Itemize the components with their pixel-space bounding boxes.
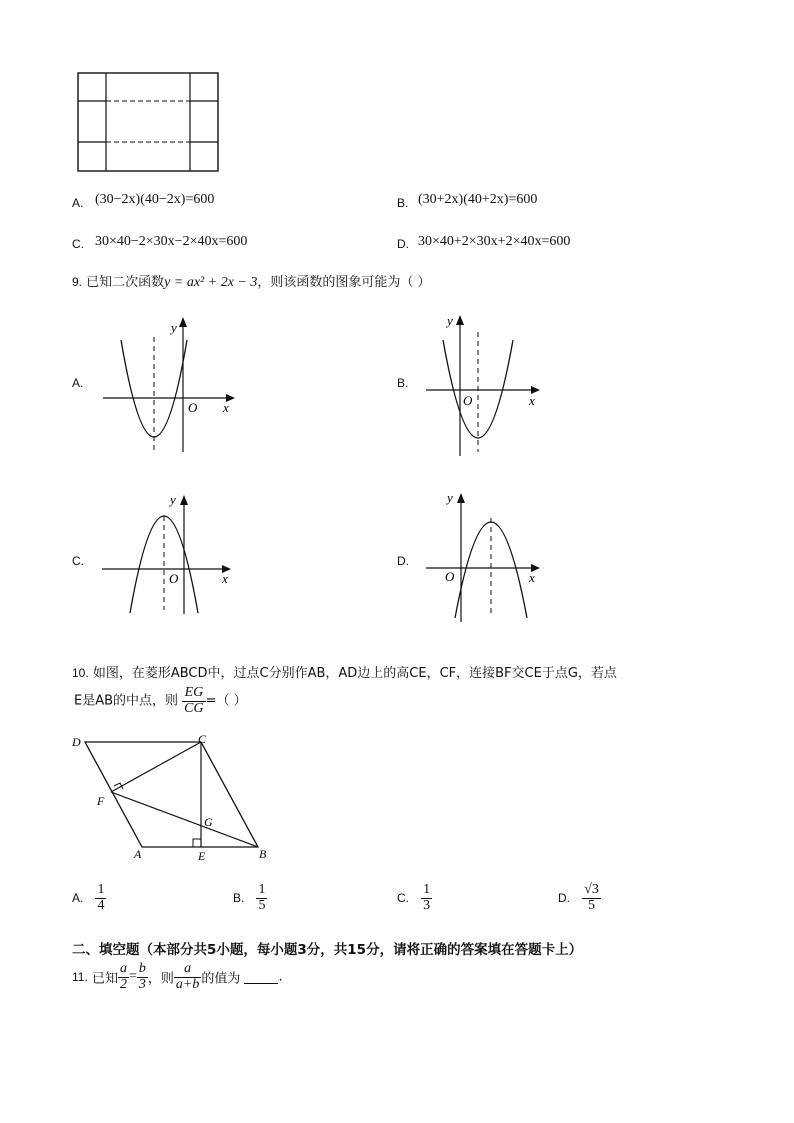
- q8-option-a-expr: (30−2x)(40−2x)=600: [95, 192, 215, 207]
- q10-option-b-fraction: [256, 883, 267, 913]
- q10-number: 10.: [72, 666, 89, 680]
- q10-line1-text: 如图，在菱形ABCD中，过点C分别作AB，AD边上的高CE，CF，连接BF交CE于点G，若点: [92, 666, 617, 681]
- q10-label-d: D: [72, 735, 81, 749]
- q9-graph-d-origin-label: O: [445, 569, 455, 584]
- q10-option-d-den: 5: [582, 898, 601, 914]
- q9-graph-a-x-label: x: [223, 400, 229, 415]
- q10-ratio-fraction: [182, 686, 205, 716]
- q10-option-a-fraction: [95, 883, 106, 913]
- q10-ratio-denominator: CG: [184, 700, 204, 716]
- q10-option-c-den: 3: [423, 897, 431, 913]
- q11-f1-num: a: [119, 961, 127, 976]
- q11-fraction-a-over-a-plus-b: [174, 962, 201, 992]
- q9-graph-c-y-label: y: [170, 492, 176, 507]
- q10-label-a: A: [134, 847, 142, 861]
- q11-f1-den: 2: [119, 976, 127, 992]
- q10-option-c-num: 1: [423, 882, 431, 897]
- q10-rhombus-figure: [66, 730, 276, 870]
- q9-graph-c-origin-label: O: [169, 571, 179, 586]
- q9-graph-d-x-label: x: [529, 570, 535, 585]
- q10-label-c: C: [198, 732, 207, 746]
- q8-option-d-expr: 30×40+2×30x+2×40x=600: [418, 234, 571, 249]
- section-2-heading: 二、填空题（本部分共5小题，每小题3分，共15分，请将正确的答案填在答题卡上）: [72, 942, 583, 958]
- q10-label-b: B: [259, 847, 267, 861]
- q9-graph-a: [95, 312, 245, 460]
- q10-option-b-den: 5: [258, 897, 266, 913]
- q10-line2-pre: E是AB的中点，则: [74, 693, 179, 709]
- q11-f3-den: a+b: [175, 976, 200, 992]
- q10-stem-line2: [74, 686, 247, 716]
- q11-f3-num: a: [184, 961, 192, 976]
- q10-stem-line1: [72, 662, 617, 681]
- q10-option-c-label: C.: [397, 891, 409, 906]
- q8-option-b-label: B.: [397, 196, 409, 210]
- q9-graph-b-x-label: x: [529, 393, 535, 408]
- q9-option-a-label: A.: [72, 376, 84, 390]
- q9-graph-a-y-label: y: [171, 320, 177, 335]
- q11-number: 11.: [72, 970, 88, 985]
- q10-option-d: [558, 883, 601, 913]
- q9-option-c-label: C.: [72, 554, 84, 568]
- q10-option-a: [72, 883, 106, 913]
- q10-option-a-num: 1: [97, 882, 105, 897]
- q10-option-b: [233, 883, 267, 913]
- q11-equals: =: [128, 969, 137, 985]
- q9-graph-b: [422, 310, 552, 460]
- q9-graph-c: [98, 488, 238, 618]
- q10-ratio-numerator: EG: [184, 685, 204, 700]
- q11-answer-blank[interactable]: [244, 971, 278, 984]
- q10-label-e: E: [198, 849, 206, 863]
- q8-option-a-label: A.: [72, 196, 84, 210]
- q10-option-a-den: 4: [97, 897, 105, 913]
- q10-option-d-num: √3: [584, 882, 599, 897]
- q9-graph-b-y-label: y: [447, 313, 453, 328]
- q11-fraction-a-over-2: [118, 962, 129, 992]
- q11-end: .: [278, 969, 283, 985]
- q10-label-f: F: [97, 794, 105, 808]
- q9-graph-d-y-label: y: [447, 490, 453, 505]
- q9-number: 9.: [72, 275, 83, 289]
- q10-option-c-fraction: [421, 883, 432, 913]
- q10-line2-post: =（ ）: [205, 693, 247, 709]
- q9-graph-a-origin-label: O: [188, 400, 198, 415]
- q11-mid: ，则: [147, 971, 174, 987]
- q9-function: y = ax² + 2x − 3: [164, 275, 258, 290]
- q11-stem: [72, 962, 283, 992]
- q10-option-c: [397, 883, 432, 913]
- q9-stem-post: ，则该函数的图象可能为（ ）: [257, 275, 431, 290]
- q10-option-b-num: 1: [258, 882, 266, 897]
- q11-fraction-b-over-3: [137, 962, 148, 992]
- q9-stem: [72, 271, 431, 291]
- q8-box-figure: [75, 70, 223, 174]
- q10-option-b-label: B.: [233, 891, 245, 906]
- q9-graph-c-x-label: x: [222, 571, 228, 586]
- q8-option-c-expr: 30×40−2×30x−2×40x=600: [95, 234, 248, 249]
- q11-f2-den: 3: [138, 976, 146, 992]
- q10-label-g: G: [204, 815, 213, 829]
- q11-f2-num: b: [138, 961, 146, 976]
- q9-graph-d: [422, 488, 552, 628]
- q8-option-b-expr: (30+2x)(40+2x)=600: [418, 192, 538, 207]
- q8-option-c-label: C.: [72, 237, 84, 251]
- q9-option-d-label: D.: [397, 554, 409, 568]
- q9-stem-pre: 已知二次函数: [86, 275, 165, 290]
- q10-option-d-fraction: [582, 883, 601, 913]
- q9-graph-b-origin-label: O: [463, 393, 473, 408]
- q11-pre: 已知: [91, 971, 118, 987]
- q8-option-d-label: D.: [397, 237, 409, 251]
- q11-post: 的值为: [201, 971, 241, 987]
- q10-option-a-label: A.: [72, 891, 84, 906]
- q9-option-b-label: B.: [397, 376, 409, 390]
- q10-option-d-label: D.: [558, 891, 570, 906]
